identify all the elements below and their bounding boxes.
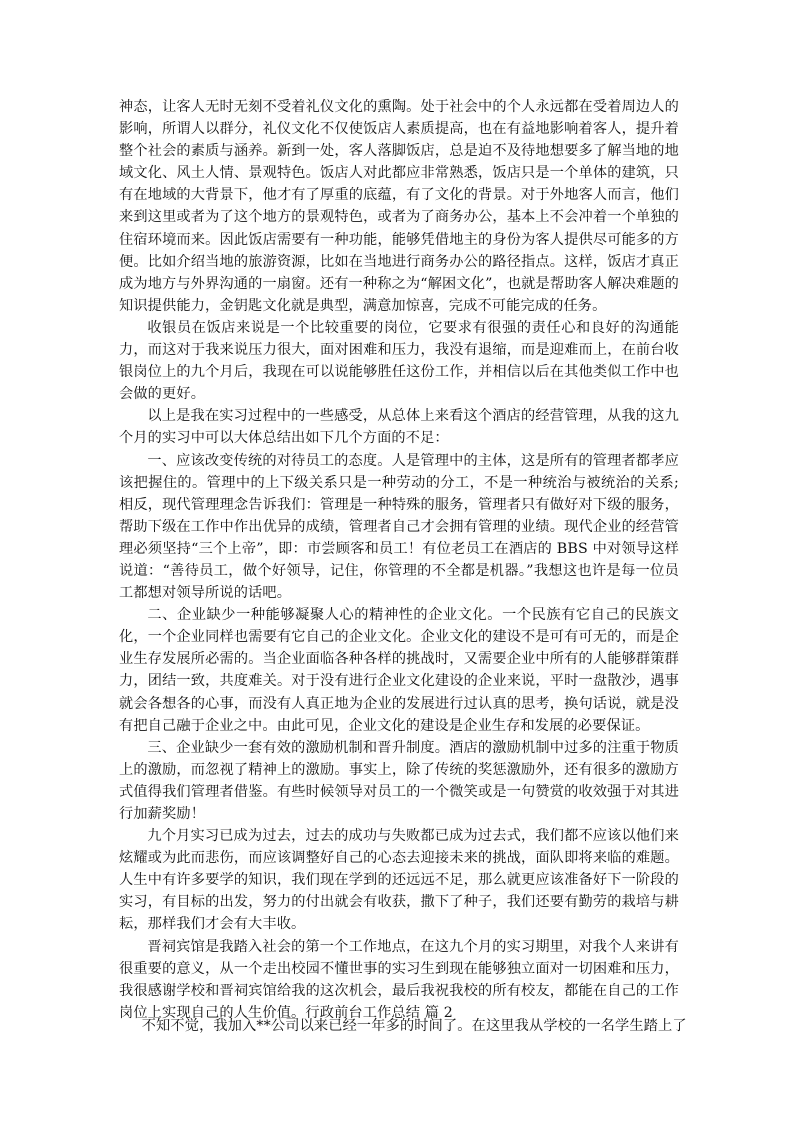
paragraph-reflection: 九个月实习已成为过去，过去的成功与失败都已成为过去式，我们都不应该以他们来炫耀或为此而悲伤，而应该调整好自己的心态去迎接未来的挑战，面队即将来临的难题。人生中有许多要学的知识，我们现在学到的还远远不足，那么就更应该准备好下一阶段的实习，有目标的出发，努力的付出就会有收获，撒下了种子，我们还要有勤劳的栽培与耕耘，那样我们才会有大丰收。	[119, 828, 679, 933]
paragraph-summary-intro: 以上是我在实习过程中的一些感受，从总体上来看这个酒店的经营管理，从我的这九个月的实习中可以大体总结出如下几个方面的不足：	[119, 408, 679, 447]
paragraph-closing: 晋祠宾馆是我踏入社会的第一个工作地点，在这九个月的实习期里，对我个人来讲有很重要的意义，从一个走出校园不懂世事的实习生到现在能够独立面对一切困难和压力，我很感谢学校和晋祠宾馆给我的这次机会，最后我祝我校的所有校友，都能在自己的工作岗位上实现自己的人生价值。行政前台工作总结 篇 2	[119, 938, 679, 1021]
paragraph-cashier-role: 收银员在饭店来说是一个比较重要的岗位，它要求有很强的责任心和良好的沟通能力，而这对于我来说压力很大，面对困难和压力，我没有退缩，而是迎难而上，在前台收银岗位上的九个月后，我现在可以说能够胜任这份工作，并相信以后在其他类似工作中也会做的更好。	[119, 319, 679, 403]
paragraph-point-two: 二、企业缺少一种能够凝聚人心的精神性的企业文化。一个民族有它自己的民族文化，一个企业同样也需要有它自己的企业文化。企业文化的建设不是可有可无的，而是企业生存发展所必需的。当企业面临各种各样的挑战时，又需要企业中所有的人能够群策群力，团结一致，共度难关。对于没有进行企业文化建设的企业来说，平时一盘散沙，遇事就会各想各的心事，而没有人真正地为企业的发展进行过认真的思考，换句话说，就是没有把自己融于企业之中。由此可见，企业文化的建设是企业生存和发展的必要保证。	[119, 607, 679, 734]
paragraph-point-three: 三、企业缺少一套有效的激励机制和晋升制度。酒店的激励机制中过多的注重于物质上的激励，而忽视了精神上的激励。事实上，除了传统的奖惩激励外，还有很多的激励方式值得我们管理者借鉴。有些时候领导对员工的一个微笑或是一句赞赏的收效强于对其进行加薪奖励！	[119, 739, 679, 822]
paragraph-point-one: 一、应该改变传统的对待员工的态度。人是管理中的主体，这是所有的管理者都孝应该把握住的。管理中的上下级关系只是一种劳动的分工，不是一种统治与被统治的关系;相反，现代管理理念告诉我们：管理是一种特殊的服务，管理者只有做好对下级的服务，帮助下级在工作中作出优异的成绩，管理者自己才会拥有管理的业绩。现代企业的经营管理必须坚持“三个上帝”，即：市尝顾客和员工！有位老员工在酒店的 BBS 中对领导这样说道：“善待员工，做个好领导，记住，你管理的不全都是机器。”我想这也许是每一位员工都想对领导所说的话吧。	[119, 452, 679, 602]
document-body	[119, 96, 679, 1024]
paragraph-etiquette-culture: 神态，让客人无时无刻不受着礼仪文化的熏陶。处于社会中的个人永远都在受着周边人的影响，所谓人以群分，礼仪文化不仅使饭店人素质提高，也在有益地影响着客人，提升着整个社会的素质与涵养。新到一处，客人落脚饭店，总是迫不及待地想要多了解当地的地域文化、风土人情、景观特色。饭店人对此都应非常熟悉，饭店只是一个单体的建筑，只有在地域的大背景下，他才有了厚重的底蕴，有了文化的背景。对于外地客人而言，他们来到这里或者为了这个地方的景观特色，或者为了商务办公，基本上不会冲着一个单独的住宿环境而来。因此饭店需要有一种功能，能够凭借地主的身份为客人提供尽可能多的方便。比如介绍当地的旅游资源，比如在当地进行商务办公的路径指点。这样，饭店才真正成为地方与外界沟通的一扇窗。还有一种称之为“解困文化”，也就是帮助客人解决难题的知识提供能力，金钥匙文化就是典型，满意加惊喜，完成不可能完成的任务。	[119, 99, 679, 314]
paragraph-next-section-start: 不知不觉，我加入**公司以来已经一年多的时间了。在这里我从学校的一名学生踏上了	[141, 1018, 687, 1034]
